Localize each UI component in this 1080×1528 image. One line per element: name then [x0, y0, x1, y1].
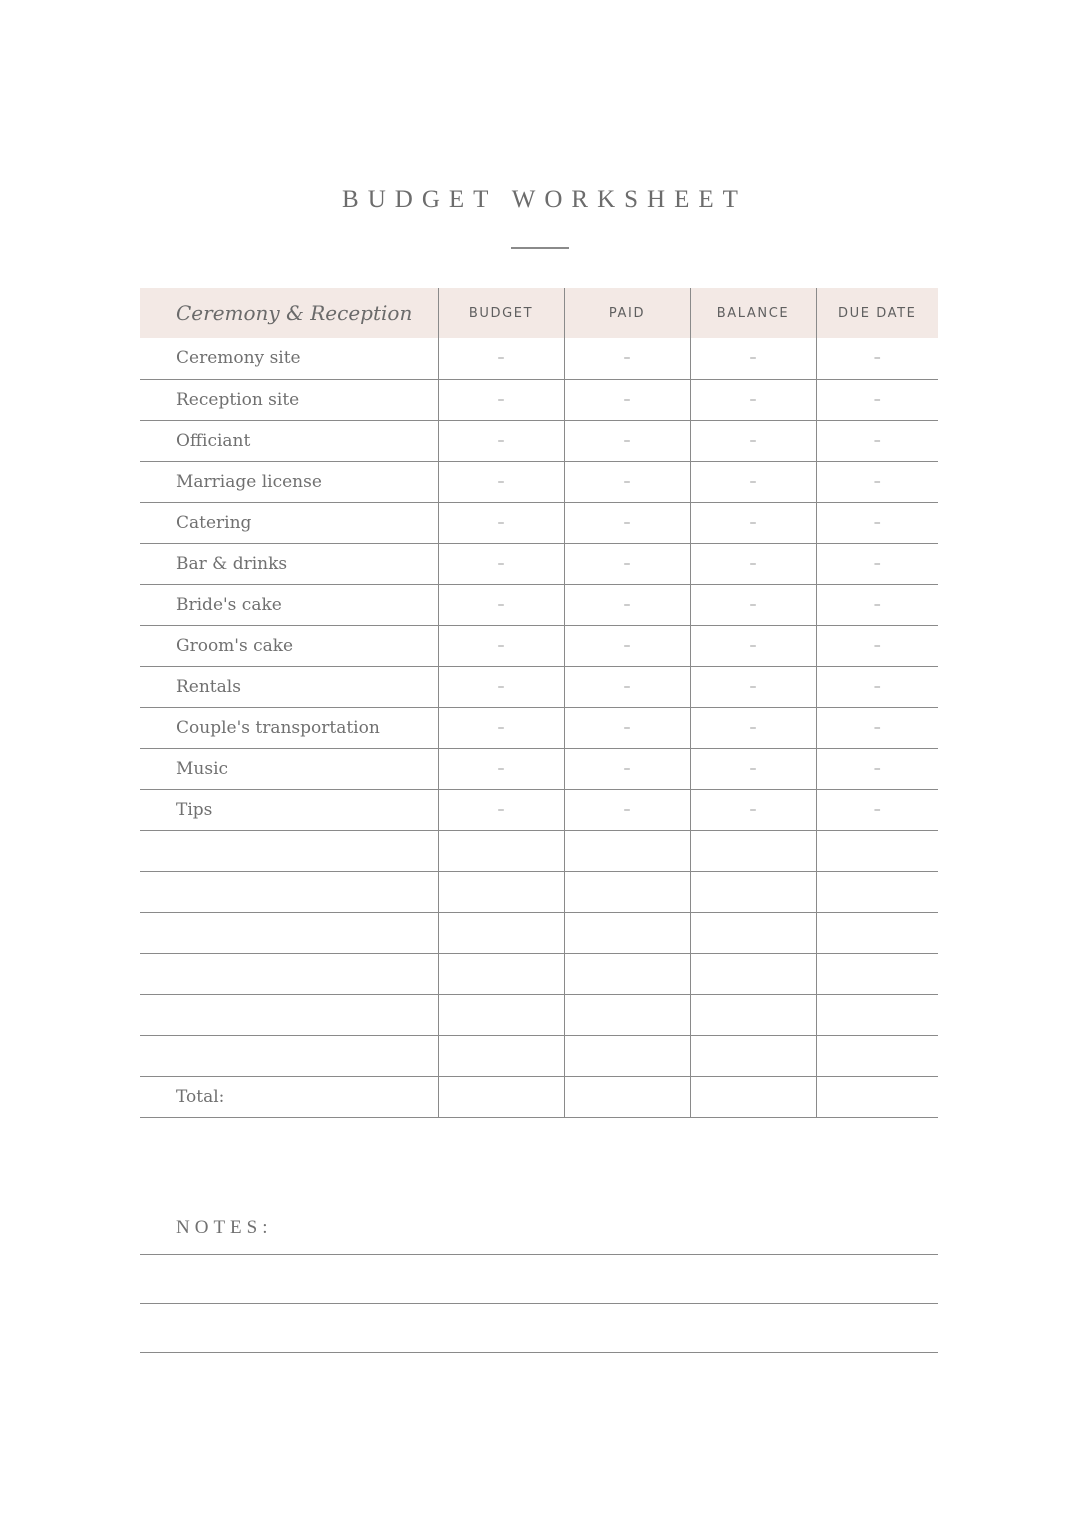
budget-cell[interactable]: –: [438, 666, 564, 707]
due-date-cell[interactable]: –: [816, 420, 938, 461]
category-heading: Ceremony & Reception: [176, 301, 413, 325]
balance-cell[interactable]: –: [690, 502, 816, 543]
row-label: Officiant: [140, 420, 438, 461]
blank-row: [140, 871, 938, 912]
row-label: Groom's cake: [140, 625, 438, 666]
paid-cell[interactable]: –: [564, 584, 690, 625]
due-date-cell[interactable]: –: [816, 748, 938, 789]
row-label: [140, 994, 438, 1035]
due-date-cell[interactable]: –: [816, 502, 938, 543]
row-label: Rentals: [140, 666, 438, 707]
row-label: [140, 871, 438, 912]
column-header-due-date: DUE DATE: [816, 288, 938, 338]
table-row: [140, 338, 938, 379]
due-date-cell[interactable]: –: [816, 584, 938, 625]
blank-row: [140, 1035, 938, 1076]
row-label: Couple's transportation: [140, 707, 438, 748]
blank-row: [140, 912, 938, 953]
row-label: [140, 1035, 438, 1076]
budget-cell[interactable]: –: [438, 461, 564, 502]
budget-cell[interactable]: –: [438, 748, 564, 789]
balance-cell[interactable]: [690, 994, 816, 1035]
due-date-cell[interactable]: –: [816, 461, 938, 502]
notes-label: NOTES:: [176, 1217, 273, 1238]
row-label: Total:: [140, 1076, 438, 1117]
table-row: [140, 502, 938, 543]
due-date-cell[interactable]: [816, 871, 938, 912]
notes-line[interactable]: [140, 1303, 938, 1304]
table-row: [140, 461, 938, 502]
row-label: Reception site: [140, 379, 438, 420]
table-row: [140, 707, 938, 748]
balance-cell[interactable]: –: [690, 338, 816, 379]
paid-cell[interactable]: [564, 830, 690, 871]
paid-cell[interactable]: [564, 953, 690, 994]
column-header-paid: PAID: [564, 288, 690, 338]
paid-cell[interactable]: –: [564, 707, 690, 748]
balance-cell[interactable]: –: [690, 584, 816, 625]
table-body: [140, 338, 938, 1117]
paid-cell[interactable]: [564, 912, 690, 953]
paid-cell[interactable]: –: [564, 543, 690, 584]
column-header-balance: BALANCE: [690, 288, 816, 338]
table-row: [140, 379, 938, 420]
balance-cell[interactable]: –: [690, 748, 816, 789]
due-date-cell[interactable]: –: [816, 379, 938, 420]
paid-cell[interactable]: –: [564, 461, 690, 502]
paid-cell[interactable]: –: [564, 789, 690, 830]
row-label: Tips: [140, 789, 438, 830]
paid-cell[interactable]: –: [564, 338, 690, 379]
row-label: [140, 912, 438, 953]
balance-cell[interactable]: –: [690, 707, 816, 748]
due-date-cell[interactable]: [816, 994, 938, 1035]
blank-row: [140, 830, 938, 871]
due-date-cell[interactable]: –: [816, 625, 938, 666]
due-date-cell[interactable]: [816, 912, 938, 953]
balance-cell[interactable]: –: [690, 625, 816, 666]
paid-cell[interactable]: [564, 994, 690, 1035]
budget-cell[interactable]: –: [438, 420, 564, 461]
budget-cell[interactable]: –: [438, 584, 564, 625]
budget-cell[interactable]: –: [438, 625, 564, 666]
budget-table: [140, 288, 938, 1118]
table-row: [140, 420, 938, 461]
budget-cell[interactable]: [438, 953, 564, 994]
blank-row: [140, 953, 938, 994]
paid-cell[interactable]: [564, 871, 690, 912]
balance-cell[interactable]: [690, 1076, 816, 1117]
budget-cell[interactable]: [438, 830, 564, 871]
budget-cell[interactable]: –: [438, 502, 564, 543]
balance-cell[interactable]: [690, 830, 816, 871]
due-date-cell[interactable]: –: [816, 707, 938, 748]
blank-row: [140, 994, 938, 1035]
balance-cell[interactable]: [690, 871, 816, 912]
table-row: [140, 625, 938, 666]
row-label: Bride's cake: [140, 584, 438, 625]
balance-cell[interactable]: [690, 1035, 816, 1076]
paid-cell[interactable]: –: [564, 666, 690, 707]
due-date-cell[interactable]: –: [816, 338, 938, 379]
row-label: Music: [140, 748, 438, 789]
due-date-cell[interactable]: –: [816, 666, 938, 707]
budget-cell[interactable]: [438, 1076, 564, 1117]
table-row: [140, 748, 938, 789]
balance-cell[interactable]: –: [690, 543, 816, 584]
budget-cell[interactable]: –: [438, 707, 564, 748]
paid-cell[interactable]: –: [564, 420, 690, 461]
budget-cell[interactable]: [438, 871, 564, 912]
paid-cell[interactable]: [564, 1035, 690, 1076]
due-date-cell[interactable]: –: [816, 543, 938, 584]
due-date-cell[interactable]: [816, 1076, 938, 1117]
budget-cell[interactable]: [438, 912, 564, 953]
balance-cell[interactable]: –: [690, 379, 816, 420]
column-header-budget: BUDGET: [438, 288, 564, 338]
paid-cell[interactable]: –: [564, 625, 690, 666]
due-date-cell[interactable]: –: [816, 789, 938, 830]
row-label: Ceremony site: [140, 338, 438, 379]
balance-cell[interactable]: –: [690, 461, 816, 502]
due-date-cell[interactable]: [816, 1035, 938, 1076]
table-header-row: [140, 288, 938, 338]
table-row: [140, 543, 938, 584]
row-label: [140, 830, 438, 871]
budget-cell[interactable]: –: [438, 338, 564, 379]
row-label: Bar & drinks: [140, 543, 438, 584]
notes-line[interactable]: [140, 1254, 938, 1255]
balance-cell[interactable]: [690, 953, 816, 994]
budget-cell[interactable]: [438, 994, 564, 1035]
row-label: Marriage license: [140, 461, 438, 502]
table-row: [140, 584, 938, 625]
row-label: [140, 953, 438, 994]
paid-cell[interactable]: [564, 1076, 690, 1117]
balance-cell[interactable]: –: [690, 420, 816, 461]
budget-cell[interactable]: [438, 1035, 564, 1076]
table-row: [140, 666, 938, 707]
due-date-cell[interactable]: [816, 830, 938, 871]
due-date-cell[interactable]: [816, 953, 938, 994]
notes-line[interactable]: [140, 1352, 938, 1353]
budget-cell[interactable]: –: [438, 789, 564, 830]
page-title: BUDGET WORKSHEET: [342, 186, 747, 213]
balance-cell[interactable]: [690, 912, 816, 953]
paid-cell[interactable]: –: [564, 379, 690, 420]
table-row: [140, 789, 938, 830]
paid-cell[interactable]: –: [564, 748, 690, 789]
balance-cell[interactable]: –: [690, 666, 816, 707]
paid-cell[interactable]: –: [564, 502, 690, 543]
budget-cell[interactable]: –: [438, 543, 564, 584]
total-row: [140, 1076, 938, 1117]
row-label: Catering: [140, 502, 438, 543]
title-divider: [511, 247, 569, 249]
budget-cell[interactable]: –: [438, 379, 564, 420]
balance-cell[interactable]: –: [690, 789, 816, 830]
